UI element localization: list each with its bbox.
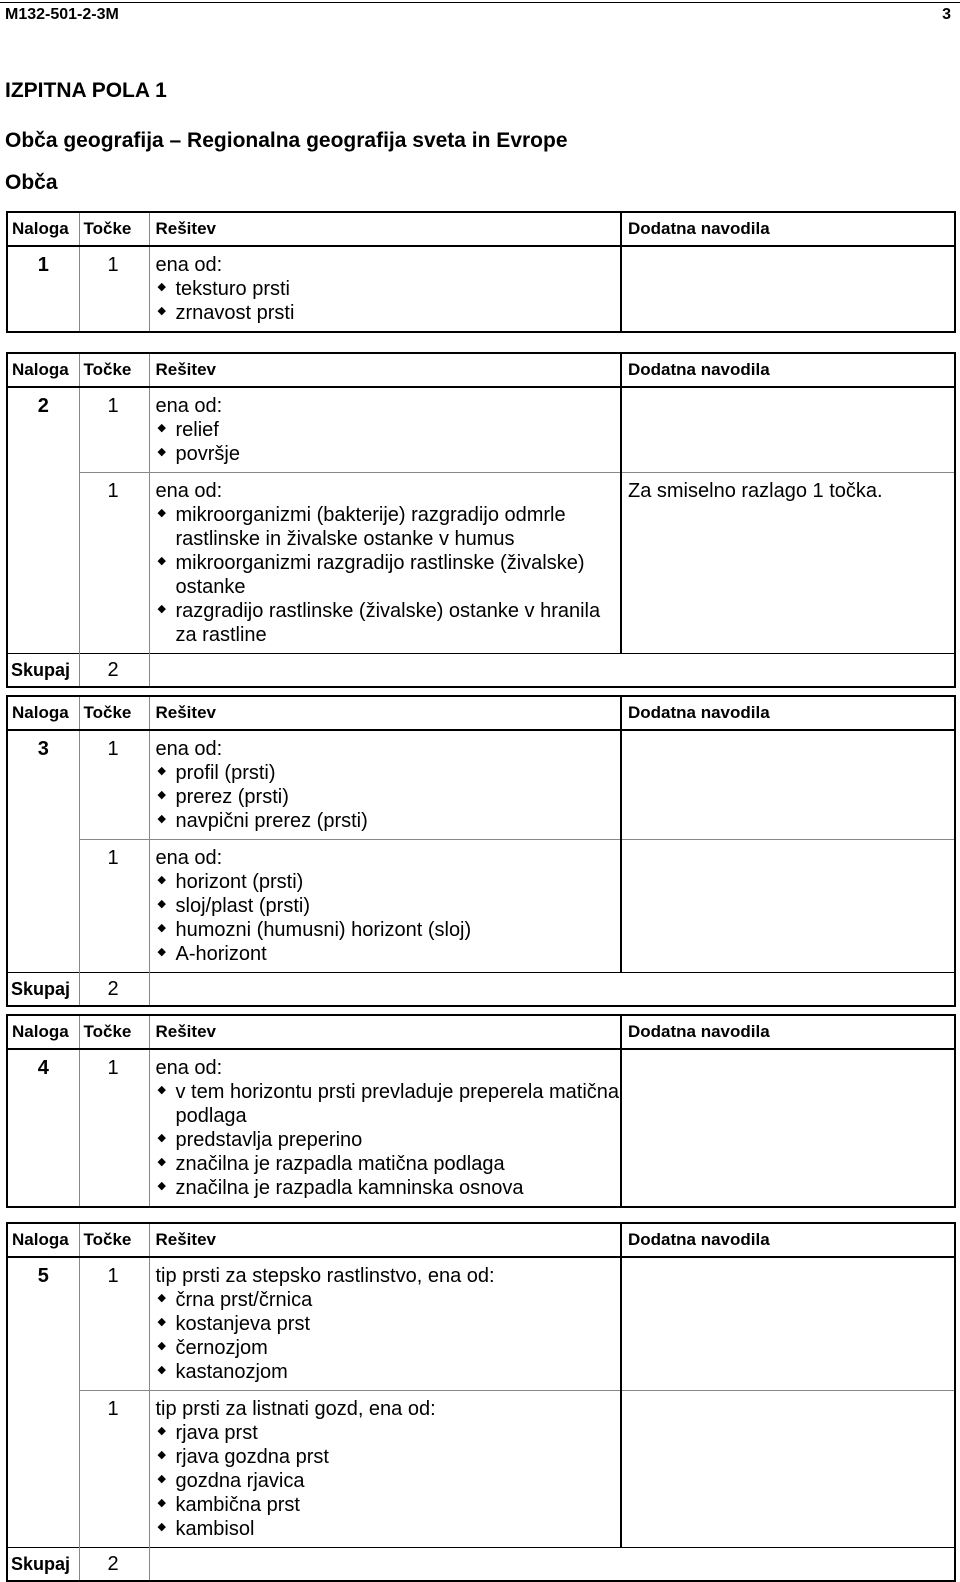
solution-item (156, 277, 621, 301)
points-value: 1 (79, 1391, 149, 1548)
page-header (0, 0, 960, 28)
solution-cell (149, 840, 621, 973)
task-number: 5 (7, 1257, 79, 1391)
diamond-bullet-icon: ◆ (157, 898, 166, 910)
table-row (7, 387, 955, 473)
solution-cell (149, 1257, 621, 1391)
diamond-bullet-icon: ◆ (157, 1521, 166, 1533)
header-solution: Rešitev (149, 1015, 621, 1049)
diamond-bullet-icon: ◆ (157, 1084, 166, 1096)
additional-note: Za smiselno razlago 1 točka. (621, 473, 955, 654)
solution-item (156, 761, 621, 785)
diamond-bullet-icon: ◆ (157, 281, 166, 293)
header-solution: Rešitev (149, 696, 621, 730)
solution-intro: tip prsti za listnati gozd, ena od: (155, 1398, 436, 1420)
task-number: 2 (7, 387, 79, 473)
points-value: 1 (79, 473, 149, 654)
solution-item (156, 301, 621, 325)
solution-item (156, 1312, 621, 1336)
diamond-bullet-icon: ◆ (157, 1292, 166, 1304)
solution-cell (149, 1391, 621, 1548)
solution-intro: ena od: (155, 1057, 223, 1079)
solution-item-text: črna prst/črnica (175, 1289, 313, 1311)
diamond-bullet-icon: ◆ (157, 446, 166, 458)
solution-item-text: navpični prerez (prsti) (175, 810, 368, 832)
solution-item (156, 894, 621, 918)
solution-item-text: prerez (prsti) (175, 786, 289, 808)
diamond-bullet-icon: ◆ (157, 789, 166, 801)
additional-note (621, 1049, 955, 1207)
diamond-bullet-icon: ◆ (157, 922, 166, 934)
diamond-bullet-icon: ◆ (157, 1473, 166, 1485)
diamond-bullet-icon: ◆ (157, 305, 166, 317)
solution-item (156, 418, 621, 442)
solution-item (156, 1421, 621, 1445)
total-empty (149, 1548, 955, 1582)
additional-note (621, 246, 955, 332)
solution-item (156, 1288, 621, 1312)
solution-item (156, 1517, 621, 1541)
table-row (7, 730, 955, 840)
solution-item-text: značilna je razpadla matična podlaga (175, 1153, 505, 1175)
section-heading: Obča (5, 171, 58, 194)
solution-item-text: A-horizont (175, 943, 267, 965)
diamond-bullet-icon: ◆ (157, 1364, 166, 1376)
total-empty (149, 654, 955, 688)
answer-table (6, 1014, 956, 1208)
solution-item-text: černozjom (175, 1337, 268, 1359)
additional-note (621, 730, 955, 840)
total-row (7, 973, 955, 1007)
header-solution: Rešitev (149, 1223, 621, 1257)
solution-intro: ena od: (155, 847, 223, 869)
solution-item (156, 599, 621, 647)
header-points: Točke (79, 1223, 149, 1257)
solution-item (156, 503, 621, 551)
diamond-bullet-icon: ◆ (157, 1180, 166, 1192)
page-number: 3 (942, 6, 951, 23)
task-number (7, 840, 79, 973)
diamond-bullet-icon: ◆ (157, 1132, 166, 1144)
points-value: 1 (79, 730, 149, 840)
diamond-bullet-icon: ◆ (157, 1340, 166, 1352)
solution-intro: ena od: (155, 254, 223, 276)
points-value: 1 (79, 387, 149, 473)
solution-item (156, 1493, 621, 1517)
total-label: Skupaj (7, 1548, 79, 1582)
diamond-bullet-icon: ◆ (157, 555, 166, 567)
header-task: Naloga (7, 353, 79, 387)
solution-item-text: kambisol (175, 1518, 255, 1540)
solution-item-text: profil (prsti) (175, 762, 276, 784)
solution-item-text: mikroorganizmi razgradijo rastlinske (živalske) ostanke (175, 552, 585, 598)
diamond-bullet-icon: ◆ (157, 1497, 166, 1509)
solution-item (156, 918, 621, 942)
header-task: Naloga (7, 696, 79, 730)
diamond-bullet-icon: ◆ (157, 1425, 166, 1437)
solution-item-text: relief (175, 419, 219, 441)
solution-item (156, 809, 621, 833)
solution-item (156, 942, 621, 966)
solution-cell (149, 473, 621, 654)
solution-intro: ena od: (155, 395, 223, 417)
solution-item (156, 1360, 621, 1384)
diamond-bullet-icon: ◆ (157, 874, 166, 886)
task-number: 4 (7, 1049, 79, 1207)
table-row (7, 473, 955, 654)
diamond-bullet-icon: ◆ (157, 1449, 166, 1461)
page-title: IZPITNA POLA 1 (5, 79, 167, 102)
solution-intro: ena od: (155, 480, 223, 502)
header-task: Naloga (7, 1015, 79, 1049)
solution-item-text: kostanjeva prst (175, 1313, 311, 1335)
points-value: 1 (79, 246, 149, 332)
solution-item (156, 551, 621, 599)
points-value: 1 (79, 840, 149, 973)
table-row (7, 1049, 955, 1207)
total-label: Skupaj (7, 973, 79, 1007)
solution-cell (149, 387, 621, 473)
header-notes: Dodatna navodila (621, 212, 955, 246)
solution-item-text: v tem horizontu prsti prevladuje preperela matična podlaga (175, 1081, 620, 1127)
header-solution: Rešitev (149, 212, 621, 246)
total-points: 2 (79, 654, 149, 688)
total-row (7, 1548, 955, 1582)
solution-item-text: predstavlja preperino (175, 1129, 363, 1151)
solution-item-text: rjava gozdna prst (175, 1446, 329, 1468)
header-points: Točke (79, 696, 149, 730)
solution-item-text: razgradijo rastlinske (živalske) ostanke v hranila za rastline (175, 600, 601, 646)
answer-table (6, 352, 956, 688)
solution-cell (149, 730, 621, 840)
task-number: 1 (7, 246, 79, 332)
header-notes: Dodatna navodila (621, 696, 955, 730)
diamond-bullet-icon: ◆ (157, 507, 166, 519)
solution-item (156, 442, 621, 466)
total-empty (149, 973, 955, 1007)
solution-item (156, 1445, 621, 1469)
total-label: Skupaj (7, 654, 79, 688)
table-row (7, 840, 955, 973)
table-row (7, 246, 955, 332)
solution-item-text: gozdna rjavica (175, 1470, 305, 1492)
header-rule (0, 2, 960, 3)
page-subtitle: Obča geografija – Regionalna geografija sveta in Evrope (5, 129, 568, 152)
solution-item-text: kambična prst (175, 1494, 300, 1516)
solution-item-text: zrnavost prsti (175, 302, 295, 324)
points-value: 1 (79, 1257, 149, 1391)
task-number: 3 (7, 730, 79, 840)
header-task: Naloga (7, 1223, 79, 1257)
solution-cell (149, 1049, 621, 1207)
table-header-row (7, 1015, 955, 1049)
solution-item (156, 1336, 621, 1360)
solution-item-text: teksturo prsti (175, 278, 290, 300)
header-notes: Dodatna navodila (621, 1015, 955, 1049)
solution-item (156, 1469, 621, 1493)
table-row (7, 1257, 955, 1391)
solution-intro: ena od: (155, 738, 223, 760)
total-row (7, 654, 955, 688)
solution-item-text: mikroorganizmi (bakterije) razgradijo odmrle rastlinske in živalske ostanke v humus (175, 504, 566, 550)
additional-note (621, 1257, 955, 1391)
solution-item (156, 870, 621, 894)
diamond-bullet-icon: ◆ (157, 813, 166, 825)
answer-table (6, 1222, 956, 1582)
solution-intro: tip prsti za stepsko rastlinstvo, ena od: (155, 1265, 495, 1287)
diamond-bullet-icon: ◆ (157, 603, 166, 615)
header-solution: Rešitev (149, 353, 621, 387)
solution-item (156, 1152, 621, 1176)
table-row (7, 1391, 955, 1548)
diamond-bullet-icon: ◆ (157, 422, 166, 434)
solution-item-text: sloj/plast (prsti) (175, 895, 310, 917)
solution-cell (149, 246, 621, 332)
solution-item (156, 1176, 621, 1200)
additional-note (621, 387, 955, 473)
header-points: Točke (79, 353, 149, 387)
solution-item (156, 785, 621, 809)
task-number (7, 473, 79, 654)
task-number (7, 1391, 79, 1548)
diamond-bullet-icon: ◆ (157, 1316, 166, 1328)
solution-item (156, 1080, 621, 1128)
solution-item-text: površje (175, 443, 240, 465)
header-notes: Dodatna navodila (621, 353, 955, 387)
solution-item-text: značilna je razpadla kamninska osnova (175, 1177, 524, 1199)
header-task: Naloga (7, 212, 79, 246)
solution-item (156, 1128, 621, 1152)
diamond-bullet-icon: ◆ (157, 765, 166, 777)
header-notes: Dodatna navodila (621, 1223, 955, 1257)
table-header-row (7, 212, 955, 246)
answer-table (6, 695, 956, 1007)
total-points: 2 (79, 973, 149, 1007)
table-header-row (7, 1223, 955, 1257)
header-points: Točke (79, 1015, 149, 1049)
solution-item-text: horizont (prsti) (175, 871, 304, 893)
additional-note (621, 840, 955, 973)
points-value: 1 (79, 1049, 149, 1207)
table-header-row (7, 696, 955, 730)
document-code: M132-501-2-3M (5, 6, 119, 23)
header-points: Točke (79, 212, 149, 246)
solution-item-text: rjava prst (175, 1422, 258, 1444)
table-header-row (7, 353, 955, 387)
solution-item-text: humozni (humusni) horizont (sloj) (175, 919, 472, 941)
answer-table (6, 211, 956, 333)
solution-item-text: kastanozjom (175, 1361, 288, 1383)
total-points: 2 (79, 1548, 149, 1582)
diamond-bullet-icon: ◆ (157, 1156, 166, 1168)
diamond-bullet-icon: ◆ (157, 946, 166, 958)
additional-note (621, 1391, 955, 1548)
